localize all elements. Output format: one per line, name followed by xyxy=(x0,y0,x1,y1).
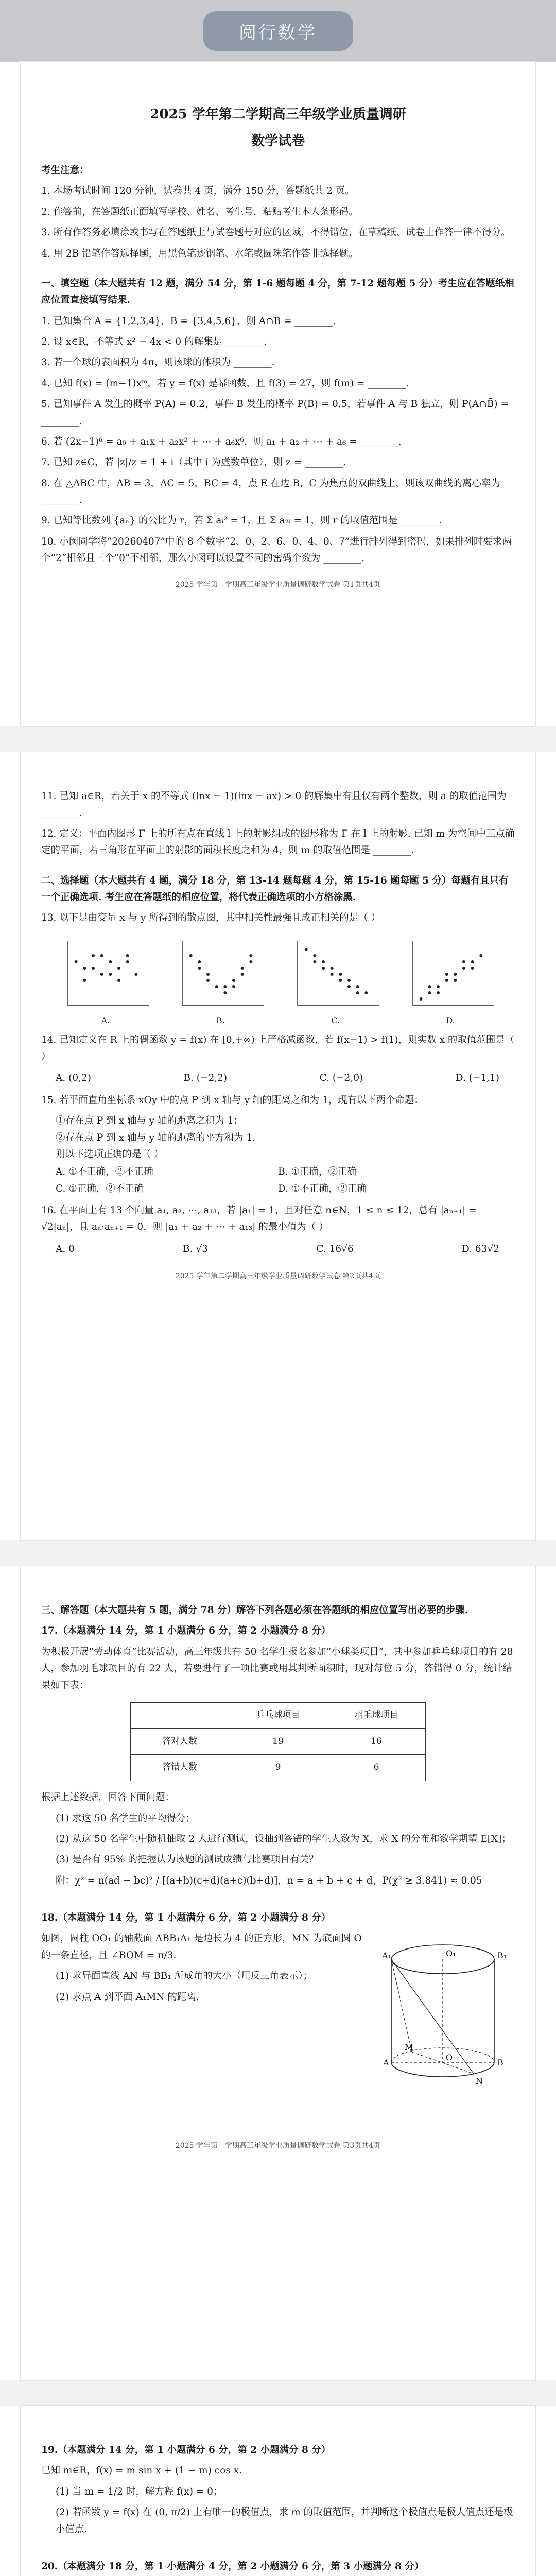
option-label: A. xyxy=(101,1015,110,1025)
exam-page-1 xyxy=(21,62,535,726)
question-8: 8. 在 △ABC 中，AB = 3，AC = 5，BC = 4，点 E 在边 B，C 为焦点的双曲线上，则该双曲线的离心率为 ________. xyxy=(41,478,500,505)
scatter-point xyxy=(92,967,95,970)
label-o: O xyxy=(446,2053,453,2063)
question-9: 9. 已知等比数列 {aₙ} 的公比为 r，若 Σ aᵢ² = 1，且 Σ a₂ᵢ = 1，则 r 的取值范围是 ________. xyxy=(41,515,442,527)
scatter-point xyxy=(92,954,95,957)
scatter-chart-c xyxy=(287,936,385,1028)
contingency-table xyxy=(130,1702,426,1781)
table-header-row xyxy=(131,1702,426,1728)
scatter-point xyxy=(232,979,235,982)
option-c[interactable]: C. (−2,0) xyxy=(319,1073,363,1084)
question-19: 已知 m∈R，f(x) = m sin x + (1 − m) cos x. xyxy=(41,2465,242,2477)
page-footer: 2025 学年第二学期高三年级学业质量调研数学试卷 第2页共4页 xyxy=(175,1272,381,1281)
q19-part: (1) 当 m = 1/2 时，解方程 f(x) = 0； xyxy=(56,2486,223,2497)
scatter-point xyxy=(134,973,137,976)
notes-heading: 考生注意： xyxy=(41,165,89,176)
question-12: 12. 定义：平面内图形 Γ 上的所有点在直线 l 上的射影组成的图形称为 Γ 在 l 上的射影. 已知 m 为空间中三点确定的平面，若三角形在平面上的射影的面积长度之和为 4，则 m 的取值范围是 ________. xyxy=(41,828,515,856)
bottom-ellipse-front xyxy=(391,2062,494,2077)
q17-part: (3) 是否有 95% 的把握认为该题的测试成绩与比赛项目有关？ xyxy=(56,1854,319,1866)
label-m: M xyxy=(405,2042,413,2053)
banner-title: 阅行数学 xyxy=(203,11,353,51)
q19-part: (2) 若函数 y = f(x) 在 (0, π/2) 上有唯一的极值点，求 m 的取值范围，并判断这个极值点是极大值点还是极小值点. xyxy=(56,2507,513,2535)
scatter-point xyxy=(126,954,129,957)
exam-page-2 xyxy=(21,752,535,1540)
table-header-cell: 乒乓球项目 xyxy=(229,1702,327,1728)
q17-part: (1) 求这 50 名学生的平均得分； xyxy=(56,1812,195,1824)
scatter-point xyxy=(330,973,333,976)
exam-subtitle: 数学试卷 xyxy=(251,133,305,149)
scatter-point xyxy=(83,967,86,970)
exam-page-3 xyxy=(21,1566,535,2380)
question-5: 5. 已知事件 A 发生的概率 P(A) = 0.2，事件 B 发生的概率 P(B) = 0.5，若事件 A 与 B 独立，则 P(A∩B̄) = ________. xyxy=(41,399,509,427)
scatter-point xyxy=(330,967,333,970)
question-18: 如图，圆柱 OO₁ 的轴截面 ABB₁A₁ 是边长为 4 的正方形，MN 为底面圆 O 的一条直径，且 ∠BOM = π/3. xyxy=(41,1933,362,1961)
table-cell: 19 xyxy=(229,1728,327,1755)
label-b: B xyxy=(497,2058,503,2068)
option-label: C. xyxy=(331,1015,340,1025)
q17-heading: 17.（本题满分 14 分，第 1 小题满分 6 分，第 2 小题满分 8 分） xyxy=(41,1625,331,1637)
q17-part: (2) 从这 50 名学生中随机抽取 2 人进行测试，设抽到答错的学生人数为 X，求 X 的分布和数学期望 E[X]； xyxy=(56,1833,511,1844)
scatter-point xyxy=(206,973,210,976)
question-1: 1. 已知集合 A = {1,2,3,4}，B = {3,4,5,6}，则 A∩B = ________. xyxy=(41,315,336,327)
question-15: 15. 若平面直角坐标系 xOy 中的点 P 到 x 轴与 y 轴的距离之和为 1，现有以下两个命题： xyxy=(41,1094,424,1106)
scatter-point xyxy=(462,960,465,963)
scatter-point xyxy=(109,973,112,976)
page-gap xyxy=(0,726,556,752)
scatter-point xyxy=(348,979,351,982)
scatter-point xyxy=(198,960,201,963)
scatter-point xyxy=(215,985,218,988)
question-14: 14. 已知定义在 R 上的偶函数 y = f(x) 在 [0,+∞) 上严格减函数，若 f(x−1) > f(1)，则实数 x 的取值范围是（ ） xyxy=(41,1034,515,1062)
note-item: 3. 所有作答务必填涂或书写在答题纸上与试卷题号对应的区域，不得错位，在草稿纸、试卷上作答一律不得分。 xyxy=(41,227,511,239)
question-2: 2. 设 x∈R，不等式 x² − 4x < 0 的解集是 ________. xyxy=(41,336,267,347)
page-gap xyxy=(0,2380,556,2406)
scatter-point xyxy=(428,991,431,994)
exam-page-4 xyxy=(21,2406,535,2576)
section-fill-in: 一、填空题（本大题共有 12 题，满分 54 分，第 1-6 题每题 4 分，第 7-12 题每题 5 分）考生应在答题纸相应位置直接填写结果. xyxy=(41,278,514,306)
scatter-plot-c xyxy=(289,936,382,1013)
question-15-options xyxy=(41,1163,515,1198)
scatter-point xyxy=(198,967,201,970)
scatter-point xyxy=(322,967,325,970)
scatter-point xyxy=(224,991,227,994)
scatter-chart-d xyxy=(402,936,499,1028)
scatter-point xyxy=(241,967,244,970)
section-choice: 二、选择题（本大题共有 4 题，满分 18 分，第 13-14 题每题 4 分，第 15-16 题每题 5 分）每题有且只有一个正确选项. 考生应在答题纸的相应位置，将代表正确选项的小方格涂黑. xyxy=(41,875,509,903)
scatter-point xyxy=(250,954,253,957)
scatter-point xyxy=(437,991,440,994)
q15-statement: ①存在点 P 到 x 轴与 y 轴的距离之积为 1； xyxy=(56,1115,243,1127)
scatter-point xyxy=(356,991,359,994)
table-cell: 9 xyxy=(229,1755,327,1781)
option-b[interactable]: B. √3 xyxy=(183,1243,208,1255)
scatter-point xyxy=(313,954,316,957)
option-d[interactable]: D. (−1,1) xyxy=(455,1073,499,1084)
segment-a1n xyxy=(391,1959,474,2074)
table-cell: 16 xyxy=(327,1728,426,1755)
scatter-charts xyxy=(41,931,515,1028)
q19-heading: 19.（本题满分 14 分，第 1 小题满分 6 分，第 2 小题满分 8 分） xyxy=(41,2445,331,2455)
axis-lines xyxy=(182,941,264,1005)
scatter-plot-a xyxy=(59,936,152,1013)
scatter-chart-b xyxy=(171,936,269,1028)
option-a[interactable]: A. 0 xyxy=(56,1243,75,1255)
scatter-point xyxy=(471,960,474,963)
scatter-point xyxy=(428,985,431,988)
question-16-options xyxy=(41,1240,515,1259)
scatter-plot-b xyxy=(174,936,267,1013)
q18-part: (2) 求点 A 到平面 A₁MN 的距离. xyxy=(56,1991,199,2003)
table-cell: 答对人数 xyxy=(131,1728,229,1755)
question-14-options xyxy=(41,1069,515,1088)
page-footer: 2025 学年第二学期高三年级学业质量调研数学试卷 第1页共4页 xyxy=(175,580,381,589)
scatter-point xyxy=(437,985,440,988)
scatter-point xyxy=(117,979,120,982)
scatter-point xyxy=(420,997,423,1001)
scatter-point xyxy=(364,991,368,994)
option-c[interactable]: C. 16√6 xyxy=(316,1243,354,1255)
option-c[interactable]: C. ①正确，②不正确 xyxy=(56,1183,144,1194)
question-3: 3. 若一个球的表面积为 4π，则该球的体积为 ________. xyxy=(41,357,275,368)
page-gap xyxy=(0,1540,556,1566)
scatter-point xyxy=(109,960,112,963)
q15-prompt: 则以下选项正确的是（ ） xyxy=(56,1148,164,1160)
scatter-point xyxy=(322,960,325,963)
question-4: 4. 已知 f(x) = (m−1)xᵐ，若 y = f(x) 是幂函数，且 f(3) = 27，则 f(m) = ________. xyxy=(41,378,409,389)
question-7: 7. 已知 z∈C，若 |z|/z = 1 + i（其中 i 为虚数单位），则 z = ________. xyxy=(41,457,346,468)
option-b[interactable]: B. (−2,2) xyxy=(183,1073,228,1084)
scatter-point xyxy=(224,985,227,988)
scatter-point xyxy=(348,985,351,988)
scatter-point xyxy=(83,979,86,982)
table-header-cell xyxy=(131,1702,229,1728)
option-d[interactable]: D. 63√2 xyxy=(461,1243,499,1255)
section-solutions: 三、解答题（本大题共有 5 题，满分 78 分）解答下列各题必须在答题纸的相应位置写出必要的步骤. xyxy=(41,1605,468,1616)
table-row xyxy=(131,1755,426,1781)
question-6: 6. 若 (2x−1)⁶ = a₀ + a₁x + a₂x² + ⋯ + a₆x⁶，则 a₁ + a₂ + ⋯ + a₆ = ________. xyxy=(41,436,402,447)
scatter-point xyxy=(445,979,448,982)
q17-part: 根据上述数据，回答下面问题： xyxy=(41,1792,175,1803)
label-b1: B₁ xyxy=(497,1951,507,1961)
scatter-chart-a xyxy=(57,936,154,1028)
note-item: 1. 本场考试时间 120 分钟，试卷共 4 页，满分 150 分，答题纸共 2 页。 xyxy=(41,185,355,197)
label-a: A xyxy=(383,2058,389,2068)
scatter-point xyxy=(479,954,482,957)
label-n: N xyxy=(476,2076,483,2087)
note-item: 2. 作答前，在答题纸正面填写学校、姓名、考生号，粘贴考生本人条形码。 xyxy=(41,206,358,217)
option-a[interactable]: A. (0,2) xyxy=(56,1073,91,1084)
scatter-point xyxy=(75,960,78,963)
question-11: 11. 已知 a∈R，若关于 x 的不等式 (lnx − 1)(lnx − ax) > 0 的解集中有且仅有两个整数，则 a 的取值范围为 ________. xyxy=(41,791,507,819)
axis-lines xyxy=(298,941,379,1005)
axis-lines xyxy=(412,941,494,1005)
option-a[interactable]: A. ①不正确，②不正确 xyxy=(56,1166,153,1178)
table-cell: 6 xyxy=(327,1755,426,1781)
scatter-plot-d xyxy=(404,936,497,1013)
scatter-point xyxy=(304,948,307,951)
diameter-mn xyxy=(412,2052,474,2074)
scatter-point xyxy=(189,954,193,957)
question-13: 13. 以下是由变量 x 与 y 所得到的散点图，其中相关性最强且成正相关的是（ ） xyxy=(41,912,381,924)
option-d[interactable]: D. ①不正确，②正确 xyxy=(278,1183,367,1194)
option-label: D. xyxy=(446,1015,455,1025)
scatter-point xyxy=(100,954,103,957)
scatter-point xyxy=(462,967,465,970)
table-cell: 答错人数 xyxy=(131,1755,229,1781)
scatter-point xyxy=(454,979,457,982)
scatter-point xyxy=(241,973,244,976)
scatter-point xyxy=(117,967,120,970)
exam-title: 2025 学年第二学期高三年级学业质量调研 xyxy=(150,107,406,122)
scatter-point xyxy=(356,985,359,988)
scatter-point xyxy=(232,985,235,988)
q18-heading: 18.（本题满分 14 分，第 1 小题满分 6 分，第 2 小题满分 8 分） xyxy=(41,1912,331,1923)
scatter-point xyxy=(313,960,316,963)
scatter-point xyxy=(126,960,129,963)
table-header-cell: 羽毛球项目 xyxy=(327,1702,426,1728)
option-label: B. xyxy=(216,1015,225,1025)
q20-heading: 20.（本题满分 18 分，第 1 小题满分 4 分，第 2 小题满分 6 分，第 3 小题满分 8 分） xyxy=(41,2561,424,2572)
scatter-point xyxy=(339,973,342,976)
page-footer: 2025 学年第二学期高三年级学业质量调研数学试卷 第3页共4页 xyxy=(175,2142,381,2150)
question-10: 10. 小闵同学将“20260407”中的 8 个数字“2、0、2、6、0、4、0、7”进行排列得到密码，如果排列时要求两个“2”相邻且三个“0”不相邻，那么小闵可以设置不同的密码个数为 ________. xyxy=(41,536,512,564)
scatter-point xyxy=(339,979,342,982)
question-16: 16. 在平面上有 13 个向量 a₁, a₂, ⋯, a₁₃，若 |a₁| = 1，且对任意 n∈N，1 ≤ n ≤ 12，总有 |aₙ₊₁| = √2|aₙ|，且 aₙ·aₙ₊₁ = 0，则 |a₁ + a₂ + ⋯ + a₁₃| 的最小值为（ ） xyxy=(41,1205,477,1233)
label-a1: A₁ xyxy=(382,1951,391,1961)
cylinder-figure xyxy=(376,1934,510,2088)
scatter-point xyxy=(100,973,103,976)
q15-statement: ②存在点 P 到 x 轴与 y 轴的距离的平方和为 1. xyxy=(56,1132,256,1143)
q17-formula: 附：χ² = n(ad − bc)² / [(a+b)(c+d)(a+c)(b+d)]，n = a + b + c + d，P(χ² ≥ 3.841) ≈ 0.05 xyxy=(56,1875,482,1886)
table-row xyxy=(131,1728,426,1755)
q18-part: (1) 求异面直线 AN 与 BB₁ 所成角的大小（用反三角表示）； xyxy=(56,1971,313,1982)
option-b[interactable]: B. ①正确，②正确 xyxy=(278,1166,357,1178)
question-17: 为积极开展“劳动体育”比赛活动，高三年级共有 50 名学生报名参加“小球类项目”，其中参加乒乓球项目的有 28 人，参加羽毛球项目的有 22 人，若要进行了一项比赛或用其判断面积时，现对每位 5 分，答错得 0 分，统计结果如下表： xyxy=(41,1646,513,1691)
note-item: 4. 用 2B 铅笔作答选择题，用黑色笔迹钢笔、水笔或圆珠笔作答非选择题。 xyxy=(41,248,358,259)
app-banner xyxy=(0,0,556,62)
scatter-point xyxy=(445,973,448,976)
scatter-point xyxy=(471,967,474,970)
label-o1: O₁ xyxy=(446,1948,456,1959)
scatter-point xyxy=(454,973,457,976)
scatter-point xyxy=(250,960,253,963)
scatter-point xyxy=(206,979,210,982)
